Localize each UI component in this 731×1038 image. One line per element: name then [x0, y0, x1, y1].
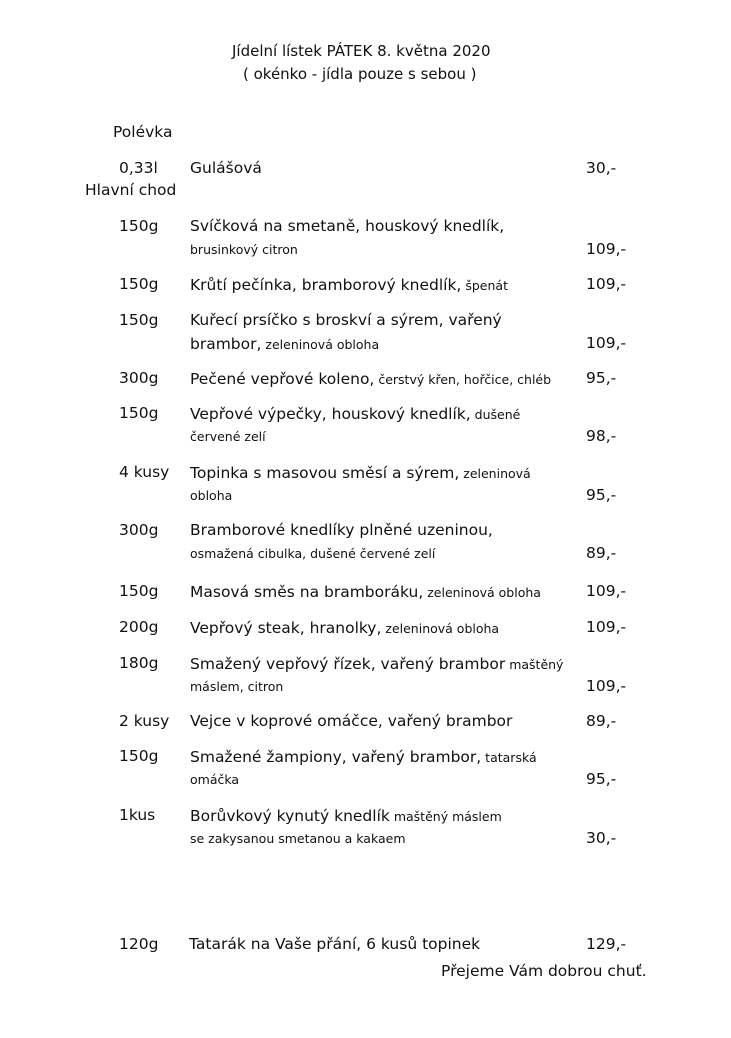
item-line: [190, 275, 508, 294]
item-side: osmažená cibulka, dušené červené zelí: [190, 546, 436, 561]
item-side: brusinkový citron: [190, 242, 298, 257]
item-price: 109,-: [586, 618, 627, 636]
item-side: tatarská: [481, 750, 537, 765]
item-side: čerstvý křen, hořčice, chléb: [374, 372, 552, 387]
item-side: se zakysanou smetanou a kakaem: [190, 831, 406, 846]
item-line: [190, 618, 499, 637]
item-line: [190, 582, 541, 601]
item-name: Vepřový steak, hranolky,: [190, 619, 382, 637]
item-price: 109,-: [586, 240, 627, 258]
item-price: 98,-: [586, 427, 617, 445]
item-price: 95,-: [586, 486, 617, 504]
item-name: Vepřové výpečky, houskový knedlík,: [190, 405, 471, 423]
item-side: zeleninová: [459, 466, 531, 481]
item-price: 109,-: [586, 275, 627, 293]
item-quantity: 300g: [119, 369, 159, 387]
item-quantity: 1kus: [119, 806, 156, 824]
item-name: Vejce v koprové omáčce, vařený brambor: [190, 712, 513, 730]
item-name: Tatarák na Vaše přání, 6 kusů topinek: [189, 935, 481, 953]
item-side: maštěný máslem: [389, 809, 502, 824]
item-side: omáčka: [190, 772, 240, 787]
item-name: Smažené žampiony, vařený brambor,: [190, 748, 482, 766]
item-quantity: 2 kusy: [119, 712, 170, 730]
item-side: zeleninová obloha: [381, 621, 500, 636]
item-quantity: 150g: [119, 747, 159, 765]
item-quantity: 4 kusy: [119, 463, 170, 481]
item-price: 30,-: [586, 159, 617, 177]
item-line: [190, 806, 502, 825]
item-price: 109,-: [586, 582, 627, 600]
item-name: Smažený vepřový řízek, vařený brambor: [190, 655, 506, 673]
item-name-cont: brambor,: [190, 335, 262, 353]
item-price: 30,-: [586, 829, 617, 847]
menu-title: Jídelní lístek PÁTEK 8. května 2020: [232, 42, 491, 60]
item-name: Bramborové knedlíky plněné uzeninou,: [190, 521, 493, 539]
item-price: 109,-: [586, 677, 627, 695]
item-quantity: 150g: [119, 311, 159, 329]
item-price: 89,-: [586, 544, 617, 562]
item-side: obloha: [190, 488, 233, 503]
item-quantity: 150g: [119, 275, 159, 293]
item-side: maštěný: [505, 657, 564, 672]
item-line: [190, 463, 531, 482]
item-price: 89,-: [586, 712, 617, 730]
item-name: Gulášová: [190, 159, 262, 177]
item-quantity: 200g: [119, 618, 159, 636]
item-side: máslem, citron: [190, 679, 284, 694]
item-line: [190, 404, 520, 423]
item-name: Pečené vepřové koleno,: [190, 370, 375, 388]
item-name: Topinka s masovou směsí a sýrem,: [190, 464, 460, 482]
item-name: Borůvkový kynutý knedlík: [190, 807, 390, 825]
item-quantity: 150g: [119, 217, 159, 235]
item-side: špenát: [461, 278, 508, 293]
item-quantity: 180g: [119, 654, 159, 672]
item-price: 129,-: [586, 935, 627, 953]
item-price: 95,-: [586, 369, 617, 387]
item-side: červené zelí: [190, 429, 266, 444]
item-price: 95,-: [586, 770, 617, 788]
footer-wish: Přejeme Vám dobrou chuť.: [441, 962, 647, 980]
item-quantity: 300g: [119, 521, 159, 539]
item-name: Svíčková na smetaně, houskový knedlík,: [190, 217, 505, 235]
item-name: Krůtí pečínka, bramborový knedlík,: [190, 276, 462, 294]
item-line: [190, 334, 379, 353]
item-quantity: 0,33l: [119, 159, 158, 177]
menu-subtitle: ( okénko - jídla pouze s sebou ): [243, 65, 477, 83]
item-price: 109,-: [586, 334, 627, 352]
item-quantity: 150g: [119, 582, 159, 600]
item-side: dušené: [470, 407, 521, 422]
item-quantity: 150g: [119, 404, 159, 422]
item-side: zeleninová obloha: [423, 585, 541, 600]
item-line: [190, 369, 551, 388]
item-line: [190, 747, 537, 766]
item-name: Kuřecí prsíčko s broskví a sýrem, vařený: [190, 311, 502, 329]
section-main: Hlavní chod: [85, 181, 177, 199]
section-soup: Polévka: [113, 123, 173, 141]
item-quantity: 120g: [119, 935, 159, 953]
item-side: zeleninová obloha: [261, 337, 380, 352]
item-line: [190, 654, 563, 673]
item-name: Masová směs na bramboráku,: [190, 583, 424, 601]
